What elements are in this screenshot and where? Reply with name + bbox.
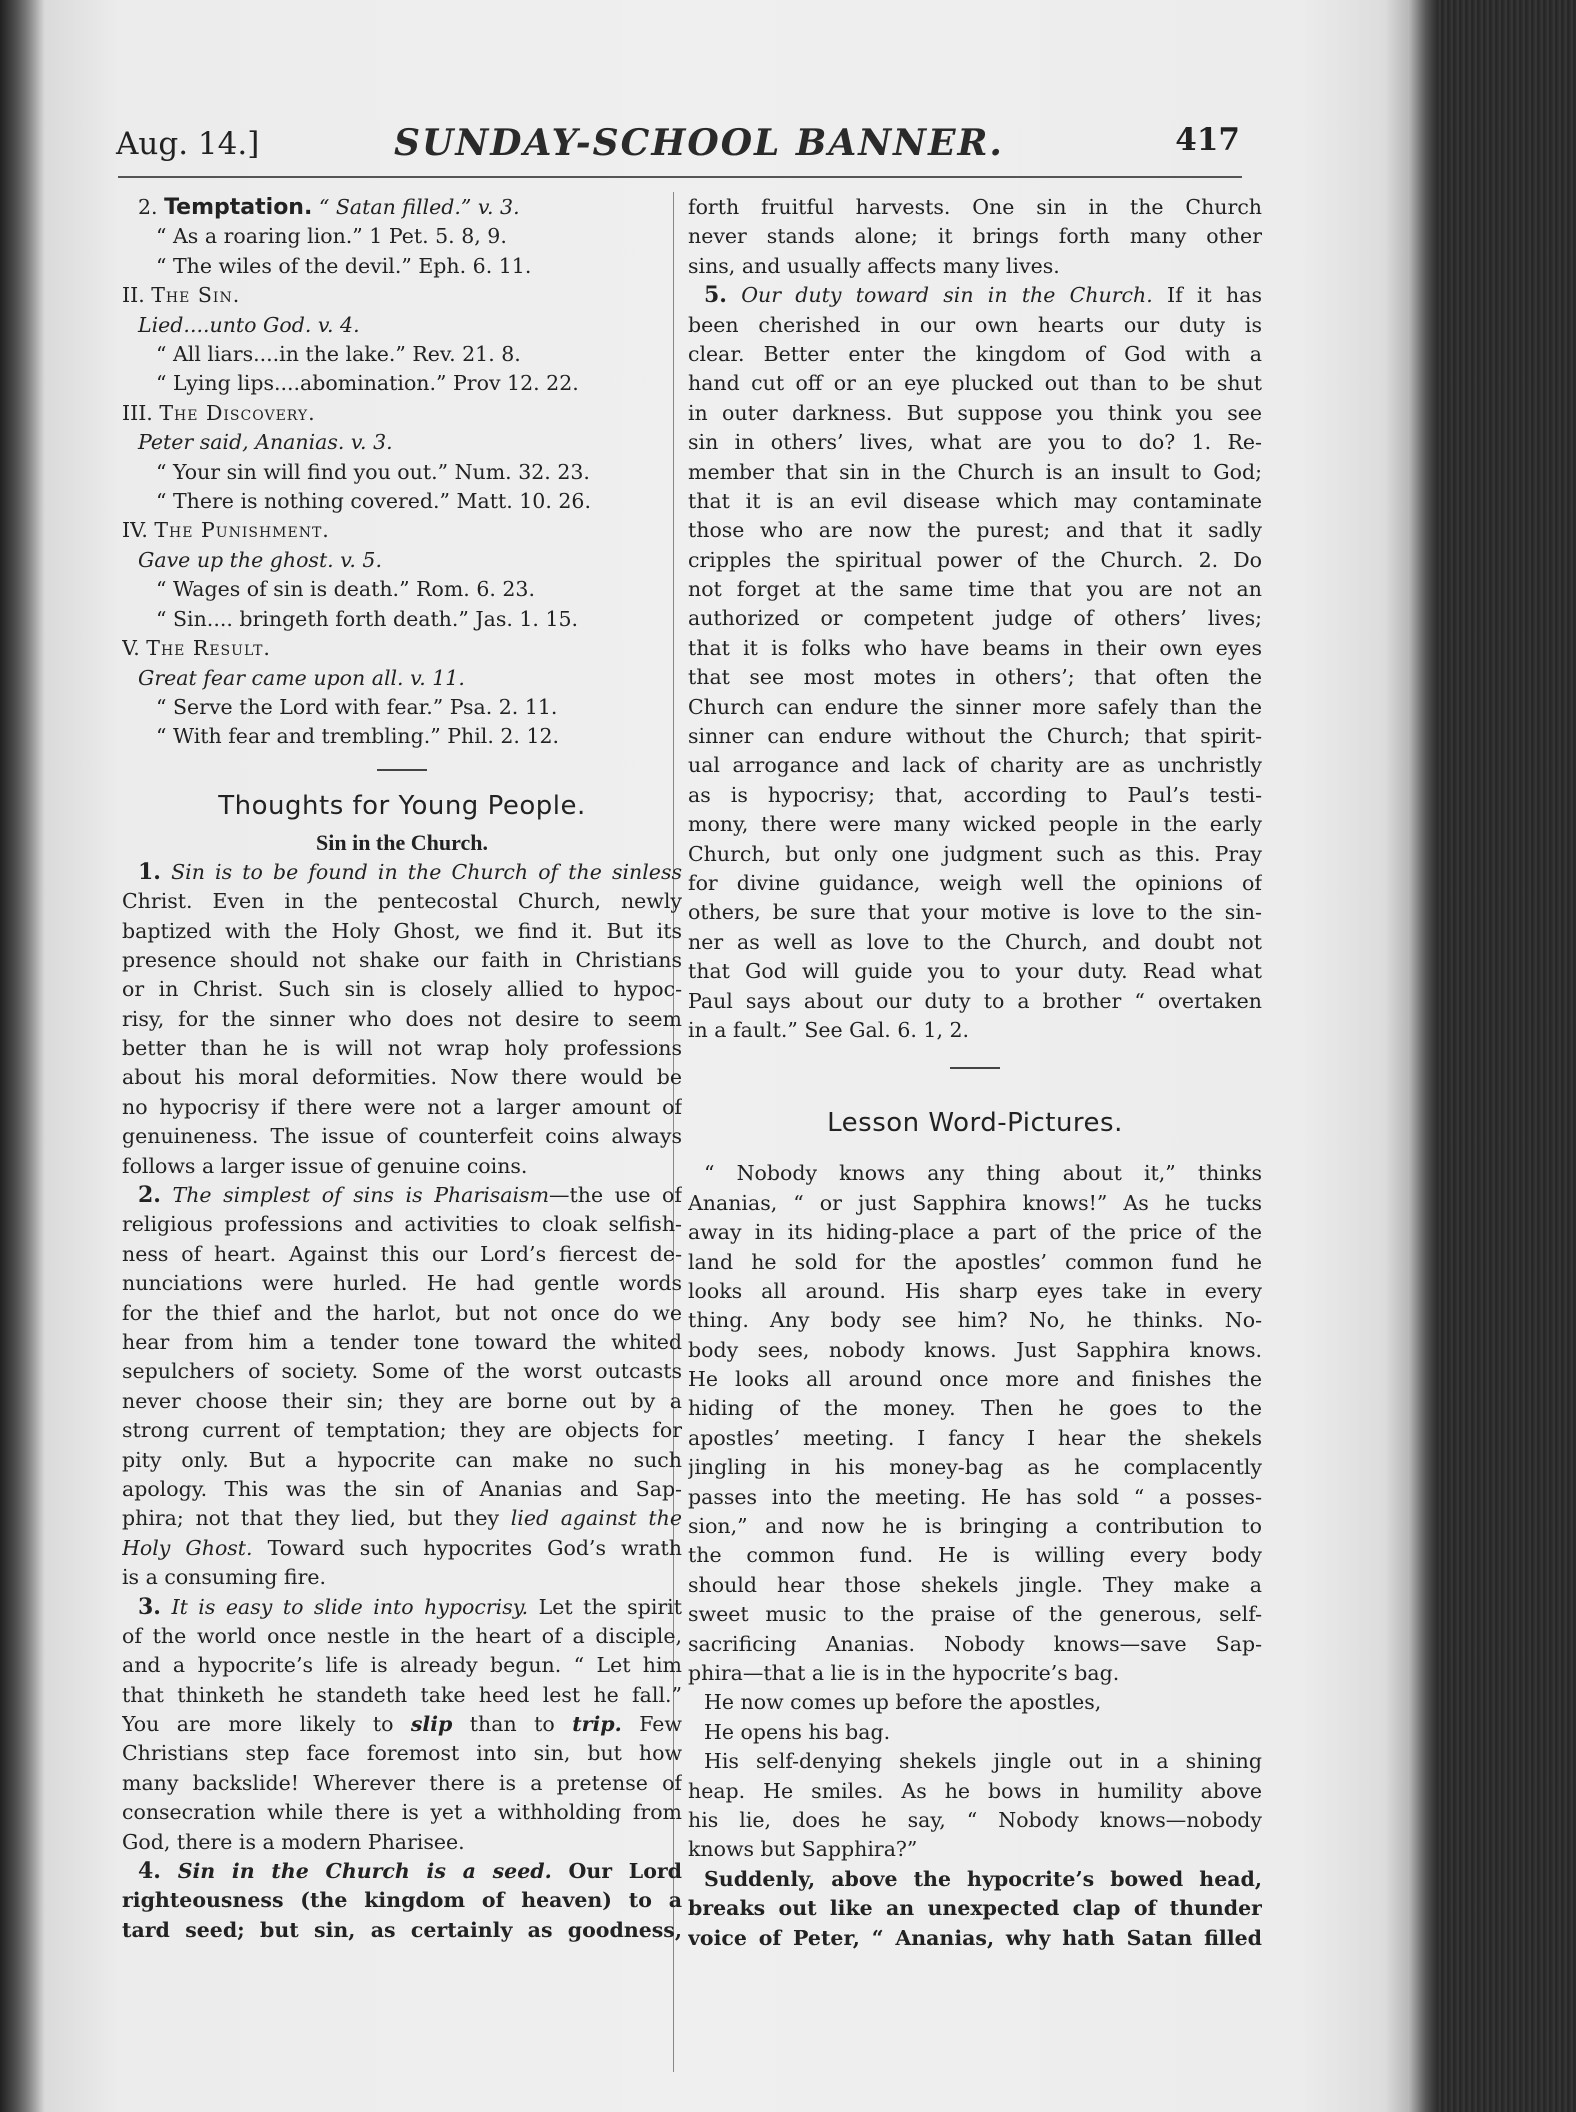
paragraph-line: been cherished in our own hearts our duty is	[688, 312, 1262, 337]
paragraph-line: is a consuming fire.	[122, 1565, 327, 1590]
paragraph-line: ner as well as love to the Church, and doubt not	[688, 929, 1262, 954]
section-title: The Result.	[146, 636, 271, 661]
paragraph-num: 1.	[138, 858, 161, 885]
outline-line: “ With fear and trembling.” Phil. 2. 12.	[156, 724, 560, 749]
thoughts-heading: Thoughts for Young People.	[218, 790, 586, 821]
paragraph-line: should hear those shekels jingle. They make a	[688, 1572, 1262, 1597]
paragraph-line: in outer darkness. But suppose you think you see	[688, 400, 1262, 425]
outline-section-4	[122, 516, 682, 545]
paragraph-line: land he sold for the apostles’ common fund he	[688, 1249, 1262, 1274]
section-title: The Discovery.	[159, 400, 316, 425]
paragraph-line: that God will guide you to your duty. Read what	[688, 959, 1262, 984]
outline-num: 2.	[138, 195, 158, 219]
paragraph-line: Church, but only one judgment such as this. Pray	[688, 841, 1262, 866]
paragraph-line: those who are now the purest; and that it sadly	[688, 518, 1262, 543]
outline-item-2	[122, 193, 682, 222]
paragraph-line: strong current of temptation; they are objects for	[122, 1418, 682, 1443]
paragraph-lead: Sin is to be found in the Church of the sinless	[171, 859, 682, 884]
paragraph-line	[122, 1593, 682, 1622]
paragraph-line: breaks out like an unexpected clap of thunder	[688, 1896, 1262, 1921]
outline-ref: Gave up the ghost. v. 5.	[138, 547, 382, 572]
paragraph-line: genuineness. The issue of counterfeit coins always	[122, 1124, 682, 1149]
paragraph-line: that thinketh he standeth take heed lest he fall.”	[122, 1682, 682, 1707]
paragraph-line: for the thief and the harlot, but not once do we	[122, 1300, 682, 1325]
paragraph-line	[122, 1710, 682, 1739]
paragraph-line: never choose their sin; they are borne out by a	[122, 1388, 682, 1413]
paragraph-line: ness of heart. Against this our Lord’s fiercest de-	[122, 1241, 682, 1266]
paragraph-line: He looks all around once more and finishes the	[688, 1367, 1262, 1392]
paragraph-line: never stands alone; it brings forth many other	[688, 224, 1262, 249]
paragraph-line: Church can endure the sinner more safely than the	[688, 694, 1262, 719]
paragraph-4	[122, 1857, 682, 1945]
paragraph-line: God, there is a modern Pharisee.	[122, 1829, 465, 1854]
paragraph-num: 2.	[138, 1182, 161, 1209]
paragraph-line: Ananias, “ or just Sapphira knows!” As he tucks	[688, 1190, 1262, 1215]
issue-date: Aug. 14.]	[116, 126, 260, 162]
outline-head: Temptation.	[164, 195, 313, 220]
paragraph-line: baptized with the Holy Ghost, we find it. But its	[122, 918, 682, 943]
paragraph-line: his lie, does he say, “ Nobody knows—nobody	[688, 1808, 1262, 1832]
outline-line: “ Sin.... bringeth forth death.” Jas. 1. 15.	[156, 606, 579, 631]
outline-line: “ Wages of sin is death.” Rom. 6. 23.	[156, 577, 535, 602]
paragraph-line: knows but Sapphira?”	[688, 1837, 918, 1862]
paragraph-line: or in Christ. Such sin is closely allied to hypoc-	[122, 977, 682, 1002]
paragraph-text: You are more likely to	[122, 1712, 411, 1737]
paragraph-text: Few	[621, 1712, 682, 1737]
paragraph-line: Christ. Even in the pentecostal Church, newly	[122, 889, 682, 914]
paragraph-line: sinner can endure without the Church; that spirit-	[688, 724, 1262, 749]
paragraph-2	[122, 1181, 682, 1592]
paragraph-text: If it has	[1152, 283, 1262, 308]
paragraph-4-continued	[688, 193, 1262, 281]
paragraph-lead: Sin in the Church is a seed.	[177, 1859, 552, 1884]
word-pictures-paragraph-3	[688, 1865, 1262, 1953]
paragraph-text: phira; not that they lied, but they	[122, 1506, 511, 1531]
verse-line: He opens his bag.	[704, 1719, 891, 1744]
thoughts-subheading: Sin in the Church.	[316, 829, 488, 855]
paragraph-line: forth fruitful harvests. One sin in the Church	[688, 195, 1262, 219]
paragraph-line: apology. This was the sin of Ananias and Sap-	[122, 1476, 682, 1501]
paragraph-5	[688, 281, 1262, 1045]
paragraph-line: sins, and usually affects many lives.	[688, 253, 1060, 278]
outline-ref: “ Satan filled.” v. 3.	[318, 195, 520, 219]
paragraph-line: His self-denying shekels jingle out in a shining	[704, 1749, 1262, 1774]
outline-line: “ Your sin will find you out.” Num. 32. 23.	[156, 459, 590, 484]
paragraph-3	[122, 1593, 682, 1858]
page-number: 417	[1175, 122, 1240, 158]
word-pictures-paragraph-1	[688, 1159, 1262, 1688]
paragraph-text: Let the spirit	[528, 1594, 682, 1619]
paragraph-line: sweet music to the praise of the generous, self-	[688, 1602, 1262, 1627]
paragraph-line: looks all around. His sharp eyes take in every	[688, 1278, 1262, 1303]
paragraph-1	[122, 858, 682, 1181]
section-num: IV.	[122, 518, 148, 543]
paragraph-line: others, be sure that your motive is love to the sin-	[688, 900, 1262, 925]
outline-ref: Lied....unto God. v. 4.	[138, 312, 360, 337]
paragraph-text: Toward such hypocrites God’s wrath	[252, 1535, 682, 1560]
paragraph-line: that it is folks who have beams in their own eyes	[688, 635, 1262, 660]
left-column	[122, 193, 682, 1945]
paragraph-line: not forget at the same time that you are not an	[688, 577, 1262, 602]
section-rule	[950, 1067, 1000, 1069]
paragraph-line	[122, 1857, 682, 1886]
paragraph-line: jingling in his money-bag as he complacently	[688, 1455, 1262, 1480]
paragraph-line	[122, 1534, 682, 1563]
paragraph-line: sacrificing Ananias. Nobody knows—save Sap-	[688, 1631, 1262, 1656]
paragraph-num: 3.	[138, 1593, 161, 1620]
paragraph-line: as is hypocrisy; that, according to Paul’s testi-	[688, 782, 1262, 807]
paragraph-line: follows a larger issue of genuine coins.	[122, 1153, 528, 1178]
paragraph-line	[122, 1504, 682, 1533]
paragraph-line: mony, there were many wicked people in the early	[688, 812, 1262, 837]
paragraph-line: hand cut off or an eye plucked out than to be shut	[688, 371, 1262, 396]
paragraph-line: authorized or competent judge of others’ lives;	[688, 606, 1262, 631]
paragraph-line: for divine guidance, weigh well the opinions of	[688, 871, 1262, 895]
paragraph-line: voice of Peter, “ Ananias, why hath Satan filled	[688, 1925, 1262, 1950]
paragraph-line	[122, 858, 682, 887]
paragraph-emphasis: slip	[410, 1712, 453, 1737]
paragraph-line: ual arrogance and lack of charity are as unchristly	[688, 753, 1262, 778]
section-rule	[377, 769, 427, 771]
paragraph-emphasis: lied against the	[510, 1506, 682, 1531]
paragraph-line: sin in others’ lives, what are you to do? 1. Re-	[688, 430, 1262, 455]
outline-line: “ The wiles of the devil.” Eph. 6. 11.	[156, 253, 532, 278]
book-page-edges	[1408, 0, 1576, 2112]
paragraph-line: body sees, nobody knows. Just Sapphira knows.	[688, 1337, 1262, 1362]
running-head	[116, 118, 1240, 178]
paragraph-line: many backslide! Wherever there is a pretense of	[122, 1770, 682, 1795]
paragraph-line	[688, 281, 1262, 310]
paragraph-lead: Our duty toward sin in the Church.	[741, 283, 1153, 308]
section-title: The Punishment.	[154, 518, 330, 543]
paragraph-line: hiding of the money. Then he goes to the	[688, 1396, 1262, 1421]
paragraph-lead: The simplest of sins is Pharisaism	[172, 1183, 550, 1208]
paragraph-line: and a hypocrite’s life is already begun. “ Let him	[122, 1653, 682, 1678]
word-pictures-verse	[688, 1688, 1262, 1747]
right-column	[688, 193, 1262, 1953]
paragraph-line: “ Nobody knows any thing about it,” thinks	[704, 1161, 1262, 1186]
paragraph-line: Paul says about our duty to a brother “ overtaken	[688, 988, 1262, 1013]
paragraph-line: Christians step face foremost into sin, but how	[122, 1741, 682, 1766]
paragraph-line: consecration while there is yet a withholding from	[122, 1800, 682, 1825]
outline-ref: Peter said, Ananias. v. 3.	[138, 430, 393, 455]
outline-line: “ Serve the Lord with fear.” Psa. 2. 11.	[156, 694, 558, 719]
header-rule	[118, 176, 1242, 178]
outline-section-2	[122, 281, 682, 310]
paragraph-line: that it is an evil disease which may contaminate	[688, 488, 1262, 513]
paragraph-emphasis: Holy Ghost.	[122, 1535, 253, 1560]
paragraph-num: 5.	[704, 282, 727, 309]
paragraph-text: —the use of	[549, 1183, 682, 1208]
paragraph-line: the common fund. He is willing every body	[688, 1543, 1262, 1568]
lesson-outline	[122, 193, 682, 752]
paragraph-emphasis: trip.	[572, 1712, 622, 1737]
word-pictures-paragraph-2	[688, 1747, 1262, 1865]
paragraph-line: righteousness (the kingdom of heaven) to a	[122, 1888, 682, 1913]
lesson-word-pictures-heading: Lesson Word-Pictures.	[827, 1108, 1123, 1139]
paragraph-line: clear. Better enter the kingdom of God with a	[688, 341, 1262, 366]
paragraph-line: Suddenly, above the hypocrite’s bowed head,	[704, 1866, 1262, 1891]
outline-line: “ Lying lips....abomination.” Prov 12. 22.	[156, 371, 579, 396]
paragraph-line: risy, for the sinner who does not desire to seem	[122, 1006, 682, 1031]
paragraph-line: nunciations were hurled. He had gentle words	[122, 1271, 682, 1296]
outline-line: “ There is nothing covered.” Matt. 10. 26.	[156, 489, 591, 514]
paragraph-line: away in its hiding-place a part of the price of the	[688, 1220, 1262, 1245]
section-title: The Sin.	[151, 283, 241, 308]
section-num: III.	[122, 400, 153, 425]
paragraph-line: member that sin in the Church is an insult to God;	[688, 459, 1262, 484]
publication-title: SUNDAY-SCHOOL BANNER.	[394, 122, 1004, 164]
paragraph-lead: It is easy to slide into hypocrisy.	[171, 1594, 529, 1619]
paragraph-line: in a fault.” See Gal. 6. 1, 2.	[688, 1017, 970, 1042]
paragraph-line	[122, 1181, 682, 1210]
outline-line: “ All liars....in the lake.” Rev. 21. 8.	[156, 342, 521, 367]
outline-section-3	[122, 399, 682, 428]
paragraph-line: heap. He smiles. As he bows in humility above	[688, 1778, 1262, 1803]
paragraph-line: better than he is will not wrap holy professions	[122, 1036, 682, 1061]
paragraph-line: hear from him a tender tone toward the whited	[122, 1329, 682, 1354]
paragraph-line: pity only. But a hypocrite can make no such	[122, 1447, 682, 1472]
paragraph-text: than to	[452, 1712, 573, 1737]
paragraph-line: that see most motes in others’; that often the	[688, 665, 1262, 690]
section-num: II.	[122, 283, 145, 308]
outline-line: “ As a roaring lion.” 1 Pet. 5. 8, 9.	[156, 224, 507, 249]
paragraph-line: tard seed; but sin, as certainly as goodness,	[122, 1917, 682, 1942]
paragraph-line: sion,” and now he is bringing a contribution to	[688, 1514, 1262, 1539]
paragraph-line: sepulchers of society. Some of the worst outcasts	[122, 1359, 682, 1384]
section-num: V.	[122, 636, 140, 661]
paragraph-line: religious professions and activities to cloak selfish-	[122, 1212, 682, 1237]
verse-line: He now comes up before the apostles,	[704, 1690, 1102, 1715]
outline-section-5	[122, 634, 682, 663]
paragraph-line: phira—that a lie is in the hypocrite’s bag.	[688, 1661, 1120, 1685]
paragraph-text: Our Lord	[568, 1859, 682, 1884]
outline-ref: Great fear came upon all. v. 11.	[138, 665, 465, 690]
paragraph-line: presence should not shake our faith in Christians	[122, 947, 682, 972]
paragraph-line: about his moral deformities. Now there would be	[122, 1065, 682, 1090]
gutter-shadow	[0, 0, 45, 2112]
paragraph-line: passes into the meeting. He has sold “ a posses-	[688, 1484, 1262, 1509]
paragraph-line: apostles’ meeting. I fancy I hear the shekels	[688, 1425, 1262, 1450]
paragraph-line: thing. Any body see him? No, he thinks. No-	[688, 1308, 1262, 1333]
paragraph-num: 4.	[138, 1858, 161, 1885]
paragraph-line: no hypocrisy if there were not a larger amount of	[122, 1094, 682, 1119]
paragraph-line: of the world once nestle in the heart of a disciple,	[122, 1623, 682, 1648]
paragraph-line: cripples the spiritual power of the Church. 2. Do	[688, 547, 1262, 572]
